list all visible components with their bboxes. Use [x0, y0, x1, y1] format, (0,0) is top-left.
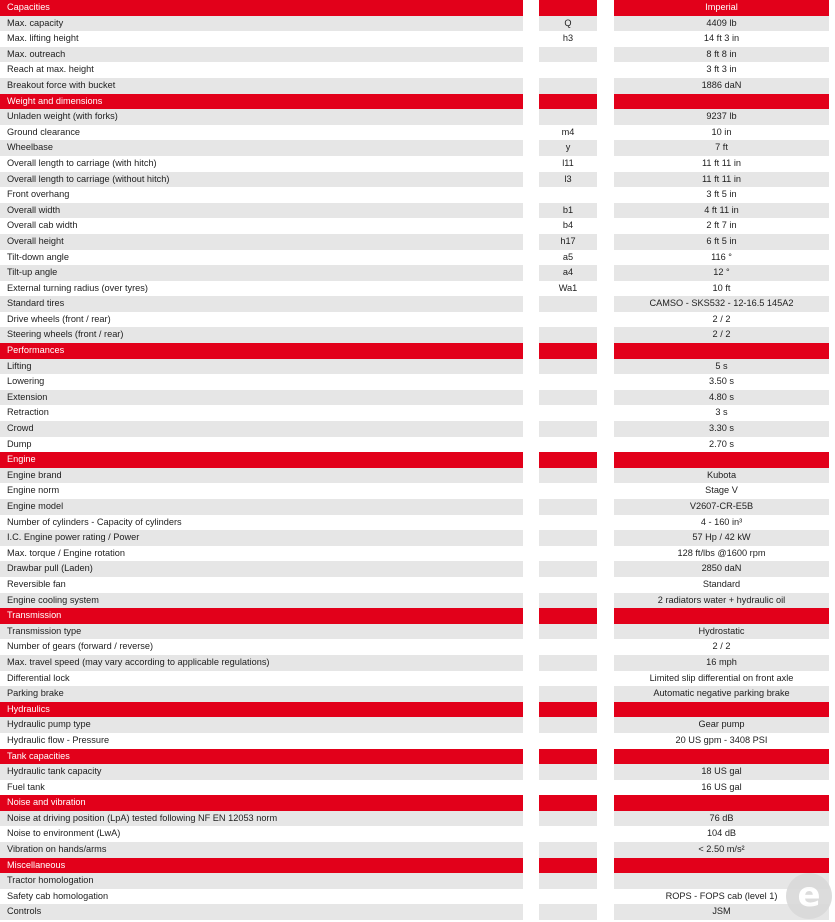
spec-label: Transmission type [0, 624, 523, 640]
spec-row [0, 561, 835, 577]
spec-value: 3 s [614, 405, 829, 421]
spec-row [0, 125, 835, 141]
spec-value: 14 ft 3 in [614, 31, 829, 47]
spec-symbol [539, 577, 597, 593]
section-unit-header [614, 749, 829, 765]
section-symbol-cell [539, 608, 597, 624]
spec-symbol [539, 889, 597, 905]
spec-value: 128 ft/lbs @1600 rpm [614, 546, 829, 562]
spec-row [0, 62, 835, 78]
spec-row [0, 577, 835, 593]
spec-symbol [539, 312, 597, 328]
spec-symbol [539, 655, 597, 671]
section-symbol-cell [539, 452, 597, 468]
spec-row [0, 187, 835, 203]
spec-symbol [539, 78, 597, 94]
spec-value: 12 ° [614, 265, 829, 281]
spec-value: JSM [614, 904, 829, 920]
spec-symbol [539, 187, 597, 203]
spec-symbol [539, 421, 597, 437]
spec-label: Overall length to carriage (without hitch) [0, 172, 523, 188]
spec-value: 2.70 s [614, 437, 829, 453]
spec-symbol: Q [539, 16, 597, 32]
spec-row [0, 16, 835, 32]
spec-value: 2 / 2 [614, 327, 829, 343]
spec-symbol [539, 842, 597, 858]
section-unit-header: Imperial [614, 0, 829, 16]
spec-label: Max. travel speed (may vary according to applicable regulations) [0, 655, 523, 671]
spec-value: Limited slip differential on front axle [614, 671, 829, 687]
spec-label: Fuel tank [0, 780, 523, 796]
spec-value: V2607-CR-E5B [614, 499, 829, 515]
spec-label: Engine norm [0, 483, 523, 499]
spec-value: 4 ft 11 in [614, 203, 829, 219]
spec-symbol [539, 686, 597, 702]
spec-symbol [539, 561, 597, 577]
spec-value: 4409 lb [614, 16, 829, 32]
spec-label: Extension [0, 390, 523, 406]
section-header [0, 343, 835, 359]
spec-label: Tractor homologation [0, 873, 523, 889]
spec-row [0, 483, 835, 499]
spec-row [0, 515, 835, 531]
section-symbol-cell [539, 0, 597, 16]
spec-label: Differential lock [0, 671, 523, 687]
spec-label: Noise at driving position (LpA) tested following NF EN 12053 norm [0, 811, 523, 827]
section-header [0, 858, 835, 874]
spec-value: 9237 lb [614, 109, 829, 125]
spec-label: Reach at max. height [0, 62, 523, 78]
spec-row [0, 639, 835, 655]
spec-row [0, 780, 835, 796]
spec-label: Lifting [0, 359, 523, 375]
spec-symbol [539, 671, 597, 687]
spec-symbol [539, 468, 597, 484]
spec-label: Engine cooling system [0, 593, 523, 609]
spec-label: Overall cab width [0, 218, 523, 234]
spec-row [0, 265, 835, 281]
section-title: Capacities [0, 0, 523, 16]
spec-value: 76 dB [614, 811, 829, 827]
spec-row [0, 390, 835, 406]
spec-symbol: h3 [539, 31, 597, 47]
spec-symbol [539, 499, 597, 515]
spec-row [0, 811, 835, 827]
spec-row [0, 733, 835, 749]
section-unit-header [614, 343, 829, 359]
spec-value: < 2.50 m/s² [614, 842, 829, 858]
spec-row [0, 312, 835, 328]
spec-value: 18 US gal [614, 764, 829, 780]
spec-symbol [539, 764, 597, 780]
spec-label: Engine model [0, 499, 523, 515]
spec-label: External turning radius (over tyres) [0, 281, 523, 297]
section-header [0, 608, 835, 624]
spec-symbol [539, 904, 597, 920]
spec-row [0, 530, 835, 546]
section-header [0, 94, 835, 110]
spec-label: Max. torque / Engine rotation [0, 546, 523, 562]
spec-label: Drawbar pull (Laden) [0, 561, 523, 577]
spec-row [0, 374, 835, 390]
spec-label: Max. capacity [0, 16, 523, 32]
spec-label: Lowering [0, 374, 523, 390]
spec-label: I.C. Engine power rating / Power [0, 530, 523, 546]
section-unit-header [614, 858, 829, 874]
spec-symbol: b1 [539, 203, 597, 219]
section-symbol-cell [539, 795, 597, 811]
spec-value: 2 ft 7 in [614, 218, 829, 234]
spec-value: 2 / 2 [614, 639, 829, 655]
spec-value: Automatic negative parking brake [614, 686, 829, 702]
spec-label: Reversible fan [0, 577, 523, 593]
spec-row [0, 250, 835, 266]
spec-value: 20 US gpm - 3408 PSI [614, 733, 829, 749]
e-logo-icon: e [786, 873, 832, 919]
spec-symbol [539, 530, 597, 546]
spec-value: Gear pump [614, 717, 829, 733]
spec-row [0, 546, 835, 562]
section-title: Tank capacities [0, 749, 523, 765]
spec-row [0, 172, 835, 188]
section-symbol-cell [539, 94, 597, 110]
spec-symbol [539, 717, 597, 733]
spec-symbol [539, 515, 597, 531]
spec-value: 4.80 s [614, 390, 829, 406]
spec-row [0, 873, 835, 889]
spec-row [0, 826, 835, 842]
spec-row [0, 47, 835, 63]
spec-label: Max. lifting height [0, 31, 523, 47]
spec-row [0, 281, 835, 297]
spec-symbol [539, 639, 597, 655]
spec-row [0, 421, 835, 437]
spec-label: Dump [0, 437, 523, 453]
spec-row [0, 842, 835, 858]
spec-symbol: a4 [539, 265, 597, 281]
spec-row [0, 671, 835, 687]
spec-symbol: l3 [539, 172, 597, 188]
spec-label: Safety cab homologation [0, 889, 523, 905]
spec-label: Wheelbase [0, 140, 523, 156]
spec-symbol [539, 546, 597, 562]
spec-value: 16 mph [614, 655, 829, 671]
spec-label: Drive wheels (front / rear) [0, 312, 523, 328]
spec-value: 11 ft 11 in [614, 172, 829, 188]
spec-label: Overall height [0, 234, 523, 250]
spec-symbol [539, 826, 597, 842]
spec-value: 3 ft 5 in [614, 187, 829, 203]
spec-row [0, 31, 835, 47]
section-symbol-cell [539, 702, 597, 718]
section-header [0, 749, 835, 765]
spec-symbol: Wa1 [539, 281, 597, 297]
spec-row [0, 203, 835, 219]
spec-value: ROPS - FOPS cab (level 1) [614, 889, 829, 905]
spec-row [0, 109, 835, 125]
spec-row [0, 499, 835, 515]
spec-label: Standard tires [0, 296, 523, 312]
spec-row [0, 296, 835, 312]
spec-label: Controls [0, 904, 523, 920]
spec-row [0, 624, 835, 640]
spec-value: 57 Hp / 42 kW [614, 530, 829, 546]
section-symbol-cell [539, 749, 597, 765]
section-unit-header [614, 608, 829, 624]
spec-value: 11 ft 11 in [614, 156, 829, 172]
spec-value: 3 ft 3 in [614, 62, 829, 78]
spec-row [0, 686, 835, 702]
spec-label: Retraction [0, 405, 523, 421]
spec-symbol [539, 780, 597, 796]
spec-label: Hydraulic pump type [0, 717, 523, 733]
spec-row [0, 655, 835, 671]
spec-row [0, 359, 835, 375]
spec-label: Vibration on hands/arms [0, 842, 523, 858]
spec-label: Overall width [0, 203, 523, 219]
spec-label: Number of gears (forward / reverse) [0, 639, 523, 655]
spec-row [0, 156, 835, 172]
section-title: Hydraulics [0, 702, 523, 718]
spec-label: Breakout force with bucket [0, 78, 523, 94]
spec-value: 1886 daN [614, 78, 829, 94]
spec-value: 10 ft [614, 281, 829, 297]
section-title: Engine [0, 452, 523, 468]
spec-value: 5 s [614, 359, 829, 375]
spec-label: Hydraulic flow - Pressure [0, 733, 523, 749]
spec-symbol [539, 359, 597, 375]
spec-value: 116 ° [614, 250, 829, 266]
section-unit-header [614, 94, 829, 110]
spec-value: 10 in [614, 125, 829, 141]
spec-value: 8 ft 8 in [614, 47, 829, 63]
section-title: Miscellaneous [0, 858, 523, 874]
spec-row [0, 140, 835, 156]
section-header [0, 0, 835, 16]
spec-row [0, 437, 835, 453]
spec-symbol [539, 47, 597, 63]
spec-row [0, 405, 835, 421]
spec-label: Unladen weight (with forks) [0, 109, 523, 125]
spec-symbol [539, 483, 597, 499]
spec-label: Tilt-down angle [0, 250, 523, 266]
section-symbol-cell [539, 343, 597, 359]
section-header [0, 795, 835, 811]
spec-symbol: y [539, 140, 597, 156]
section-header [0, 452, 835, 468]
spec-symbol: a5 [539, 250, 597, 266]
spec-value: 3.30 s [614, 421, 829, 437]
spec-label: Noise to environment (LwA) [0, 826, 523, 842]
spec-symbol [539, 296, 597, 312]
spec-label: Overall length to carriage (with hitch) [0, 156, 523, 172]
spec-row [0, 327, 835, 343]
spec-value: CAMSO - SKS532 - 12-16.5 145A2 [614, 296, 829, 312]
spec-value: 6 ft 5 in [614, 234, 829, 250]
spec-symbol [539, 327, 597, 343]
spec-value: 2 radiators water + hydraulic oil [614, 593, 829, 609]
spec-symbol [539, 374, 597, 390]
spec-value: 16 US gal [614, 780, 829, 796]
section-unit-header [614, 702, 829, 718]
spec-value: 7 ft [614, 140, 829, 156]
spec-value: Standard [614, 577, 829, 593]
section-title: Transmission [0, 608, 523, 624]
spec-value: 4 - 160 in³ [614, 515, 829, 531]
spec-value: 2 / 2 [614, 312, 829, 328]
spec-symbol [539, 873, 597, 889]
spec-label: Front overhang [0, 187, 523, 203]
spec-label: Max. outreach [0, 47, 523, 63]
spec-label: Engine brand [0, 468, 523, 484]
section-symbol-cell [539, 858, 597, 874]
spec-row [0, 468, 835, 484]
spec-value: Kubota [614, 468, 829, 484]
spec-symbol: m4 [539, 125, 597, 141]
section-title: Performances [0, 343, 523, 359]
section-header [0, 702, 835, 718]
spec-symbol [539, 109, 597, 125]
spec-symbol [539, 62, 597, 78]
spec-value: Stage V [614, 483, 829, 499]
spec-symbol [539, 405, 597, 421]
spec-label: Steering wheels (front / rear) [0, 327, 523, 343]
spec-symbol [539, 593, 597, 609]
section-unit-header [614, 452, 829, 468]
spec-row [0, 904, 835, 920]
spec-symbol: l11 [539, 156, 597, 172]
spec-row [0, 717, 835, 733]
spec-row [0, 234, 835, 250]
spec-symbol [539, 390, 597, 406]
spec-symbol: b4 [539, 218, 597, 234]
spec-symbol [539, 733, 597, 749]
spec-label: Tilt-up angle [0, 265, 523, 281]
spec-symbol [539, 624, 597, 640]
spec-symbol [539, 811, 597, 827]
section-unit-header [614, 795, 829, 811]
spec-label: Parking brake [0, 686, 523, 702]
spec-symbol [539, 437, 597, 453]
spec-label: Hydraulic tank capacity [0, 764, 523, 780]
spec-row [0, 593, 835, 609]
spec-row [0, 764, 835, 780]
spec-symbol: h17 [539, 234, 597, 250]
spec-row [0, 218, 835, 234]
spec-row [0, 889, 835, 905]
spec-value: 2850 daN [614, 561, 829, 577]
spec-value: 104 dB [614, 826, 829, 842]
spec-value: 3.50 s [614, 374, 829, 390]
section-title: Noise and vibration [0, 795, 523, 811]
spec-value: Hydrostatic [614, 624, 829, 640]
spec-label: Number of cylinders - Capacity of cylinders [0, 515, 523, 531]
spec-row [0, 78, 835, 94]
spec-label: Crowd [0, 421, 523, 437]
spec-label: Ground clearance [0, 125, 523, 141]
section-title: Weight and dimensions [0, 94, 523, 110]
